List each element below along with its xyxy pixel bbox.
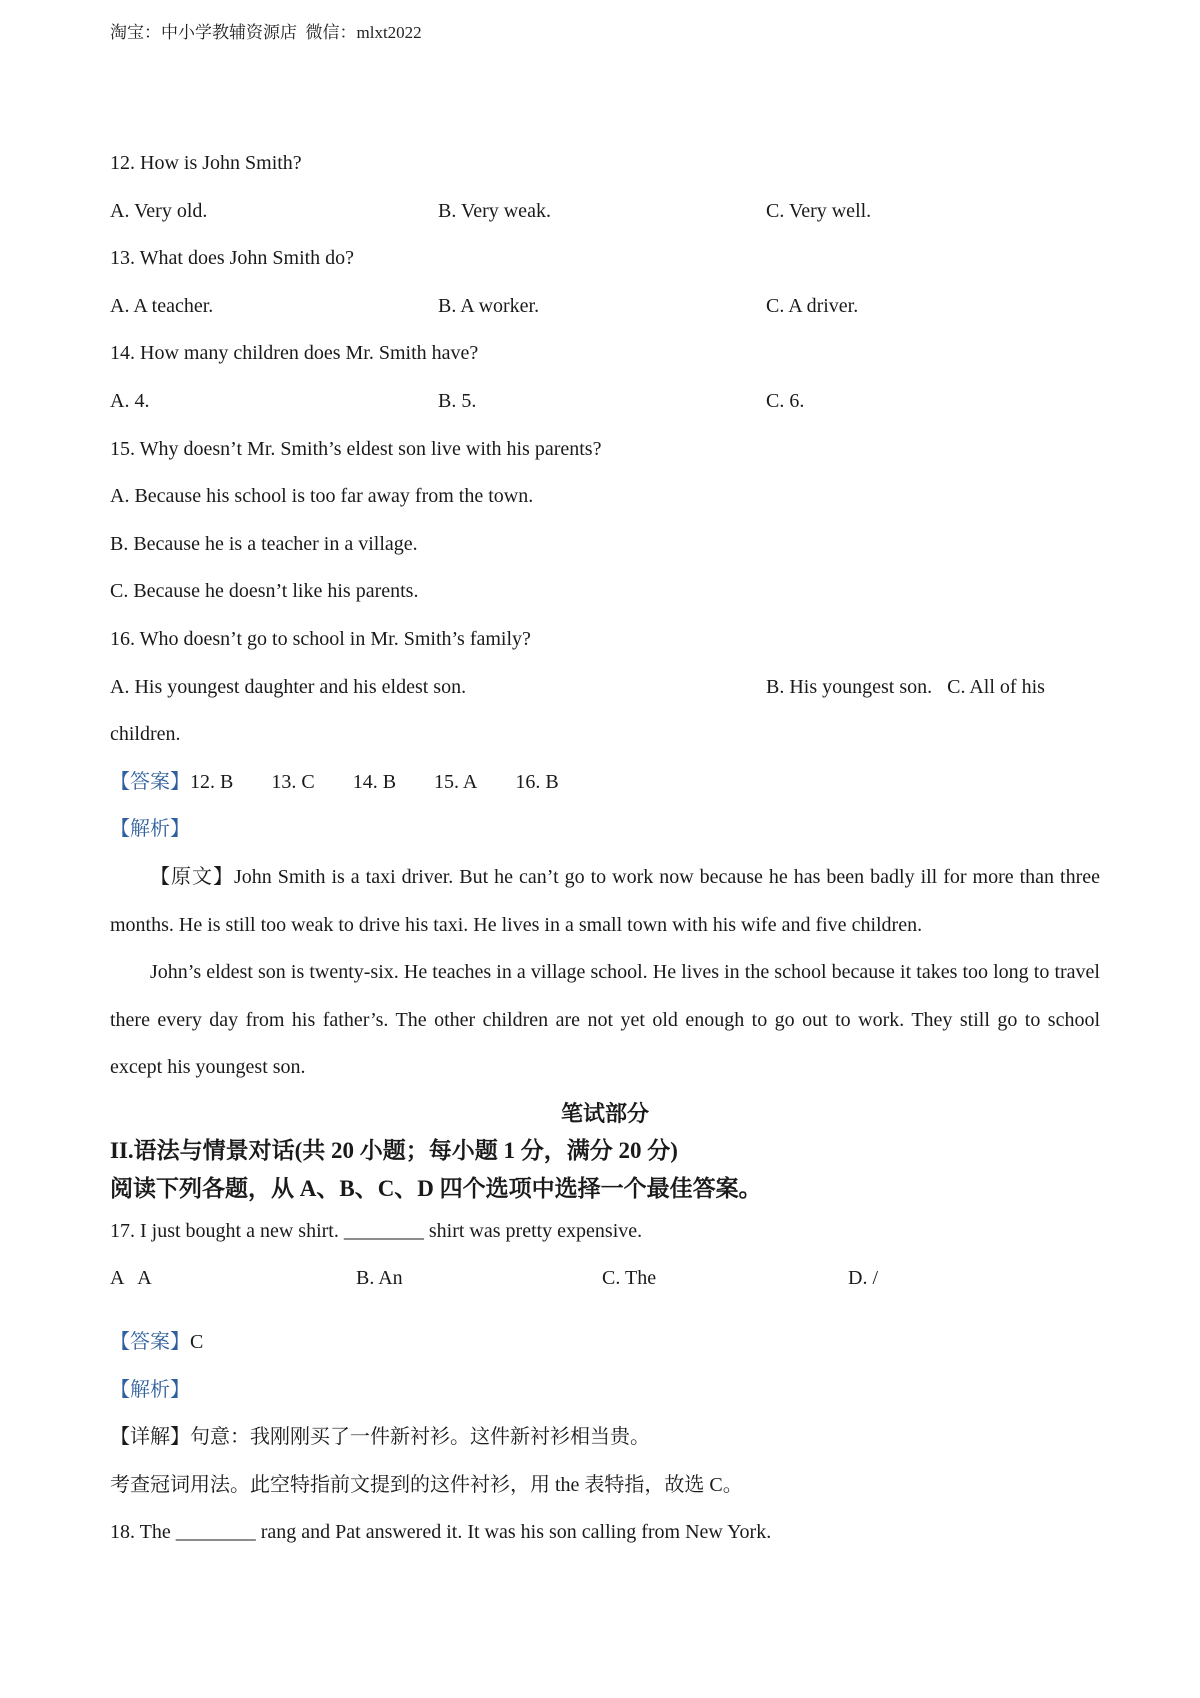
- written-part-title: 笔试部分: [560, 1100, 649, 1126]
- q12-stem: 12. How is John Smith?: [110, 152, 302, 174]
- q16-stem: 16. Who doesn’t go to school in Mr. Smith’s family?: [110, 627, 531, 650]
- q14-stem: 14. How many children does Mr. Smith have?: [110, 342, 479, 365]
- answer-item: 15. A: [434, 770, 478, 793]
- transcript-paragraph-2: John’s eldest son is twenty-six. He teaches in a village school. He lives in the school because it takes too long to travel there every day from his father’s. The other children are not yet old enough to go out to work. They still go to school except his youngest son.: [110, 961, 1100, 1079]
- q12-option-c: C. Very well.: [766, 199, 872, 222]
- q12-options: [110, 188, 1100, 236]
- analysis-label: 【解析】: [110, 818, 190, 841]
- transcript-paragraph-1: [110, 854, 1100, 949]
- answer-label: 【答案】: [110, 1331, 190, 1354]
- q13-option-b: B. A worker.: [438, 294, 540, 317]
- q16-option-a: A. His youngest daughter and his eldest son.: [110, 675, 467, 698]
- transcript-text-1: John Smith is a taxi driver. But he can’t go to work now because he has been badly ill for more than three months. He is still too weak to drive his taxi. He lives in a small town with his wife and five children.: [110, 865, 1100, 936]
- answer-label: 【答案】: [110, 770, 190, 793]
- q17-option-c: C. The: [602, 1267, 657, 1290]
- q14-option-a: A. 4.: [110, 389, 150, 412]
- spacer: [110, 1303, 1100, 1319]
- q17-stem: 17. I just bought a new shirt. ________ shirt was pretty expensive.: [110, 1219, 643, 1242]
- q13-option-a: A. A teacher.: [110, 294, 214, 317]
- answer-item: 16. B: [515, 770, 559, 793]
- q15-option-b: B. Because he is a teacher in a village.: [110, 532, 418, 555]
- q13-options: [110, 283, 1100, 331]
- q15-option-c: C. Because he doesn’t like his parents.: [110, 580, 419, 603]
- q17-answer-value: C: [190, 1331, 204, 1354]
- page-header-watermark: 淘宝：中小学教辅资源店 微信：mlxt2022: [110, 23, 422, 42]
- q13-option-c: C. A driver.: [766, 294, 859, 317]
- q15-stem: 15. Why doesn’t Mr. Smith’s eldest son live with his parents?: [110, 437, 602, 460]
- q14-option-c: C. 6.: [766, 389, 805, 412]
- q13-stem: 13. What does John Smith do?: [110, 247, 355, 270]
- q17-option-b: B. An: [356, 1267, 403, 1290]
- q12-option-a: A. Very old.: [110, 199, 208, 222]
- document-body: [110, 140, 1100, 1557]
- q14-option-b: B. 5.: [438, 389, 477, 412]
- q17-option-a: A A: [110, 1267, 152, 1290]
- q17-option-d: D. /: [848, 1267, 878, 1290]
- analysis-label-12-16: [110, 806, 1100, 854]
- answer-item: 12. B: [190, 770, 234, 793]
- q17-analysis: [110, 1367, 1100, 1415]
- analysis-label: 【解析】: [110, 1378, 190, 1401]
- q16-option-bc: B. His youngest son. C. All of his: [766, 675, 1045, 698]
- q15-option-a: A. Because his school is too far away from the town.: [110, 485, 534, 508]
- q17-answer: [110, 1319, 1100, 1367]
- transcript-label: 【原文】: [150, 865, 234, 888]
- q14-options: [110, 378, 1100, 426]
- section-instruction: 阅读下列各题，从 A、B、C、D 四个选项中选择一个最佳答案。: [110, 1175, 762, 1201]
- q16-options: [110, 664, 1100, 712]
- q17-options: [110, 1255, 1100, 1303]
- q18-stem: 18. The ________ rang and Pat answered it. It was his son calling from New York.: [110, 1521, 772, 1544]
- section-heading: II.语法与情景对话(共 20 小题；每小题 1 分，满分 20 分): [110, 1137, 678, 1163]
- q12-option-b: B. Very weak.: [438, 199, 551, 222]
- answer-item: 13. C: [271, 770, 315, 793]
- q17-detail: 【详解】句意：我刚刚买了一件新衬衫。这件新衬衫相当贵。: [110, 1426, 650, 1449]
- answers-12-16: [110, 759, 1100, 807]
- q17-explanation: 考查冠词用法。此空特指前文提到的这件衬衫，用 the 表特指，故选 C。: [110, 1473, 743, 1496]
- q16-option-wrap: children.: [110, 723, 181, 746]
- answer-item: 14. B: [352, 770, 397, 793]
